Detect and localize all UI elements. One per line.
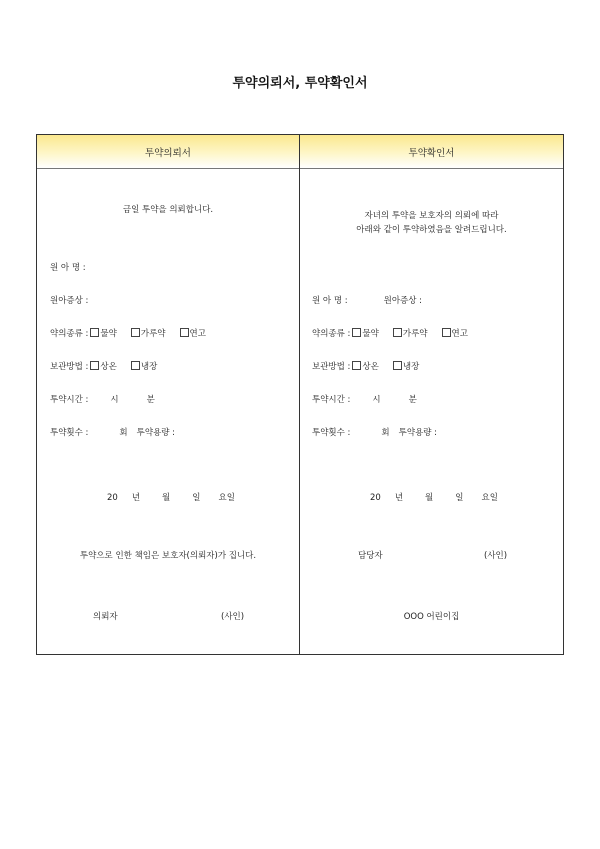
confirmation-intro-1: 자녀의 투약을 보호자의 의뢰에 따라: [364, 211, 499, 221]
date-year-prefix: 20: [370, 493, 381, 503]
responsibility-note: 투약으로 인한 책임은 보호자(의뢰자)가 집니다.: [79, 551, 257, 561]
medication-form: [36, 134, 564, 655]
date-weekday-unit: 요일: [218, 493, 235, 503]
date-day-unit: 일: [455, 493, 464, 503]
storage-row: [312, 360, 419, 372]
symptom-label: 원아증상 :: [50, 296, 89, 306]
dose-label: 투약용량 :: [398, 428, 438, 438]
checkbox-liquid[interactable]: [352, 328, 361, 337]
patient-label: 원 아 명 :: [312, 296, 348, 306]
checkbox-powder[interactable]: [131, 328, 140, 337]
request-column: [37, 135, 300, 654]
confirmation-header: [300, 135, 563, 169]
daycare-name: OOO 어린이집: [403, 612, 460, 622]
time-row: [312, 393, 417, 405]
date-weekday-unit: 요일: [481, 493, 498, 503]
drug-type-label: 약의종류 :: [50, 329, 89, 339]
checkbox-liquid[interactable]: [90, 328, 99, 337]
storage-row: [50, 360, 157, 372]
checkbox-room-temp[interactable]: [352, 361, 361, 370]
drug-opt-liquid: 물약: [362, 329, 379, 339]
confirmation-column: [300, 135, 563, 654]
patient-label: 원 아 명 :: [50, 263, 86, 273]
time-min-unit: 분: [146, 395, 155, 405]
staff-sign: (사인): [484, 551, 508, 561]
requester-label: 의뢰자: [93, 612, 118, 622]
time-label: 투약시간 :: [50, 395, 89, 405]
checkbox-powder[interactable]: [393, 328, 402, 337]
drug-type-row: [50, 327, 206, 339]
storage-opt-room: 상온: [362, 362, 379, 372]
confirmation-header-label: 투약확인서: [408, 147, 455, 159]
request-intro: 금일 투약을 의뢰합니다.: [122, 205, 214, 215]
drug-opt-ointment: 연고: [189, 329, 206, 339]
checkbox-ointment[interactable]: [442, 328, 451, 337]
date-row: [370, 491, 498, 503]
dose-label: 투약용량 :: [136, 428, 176, 438]
time-hour-unit: 시: [372, 395, 381, 405]
checkbox-refrigerated[interactable]: [131, 361, 140, 370]
request-header-label: 투약의뢰서: [145, 147, 191, 159]
staff-label: 담당자: [358, 551, 383, 561]
count-row: [50, 426, 175, 438]
count-row: [312, 426, 437, 438]
date-day-unit: 일: [192, 493, 201, 503]
storage-label: 보관방법 :: [50, 362, 89, 372]
document-title: 투약의뢰서, 투약확인서: [232, 76, 368, 91]
date-year-prefix: 20: [107, 493, 118, 503]
drug-opt-ointment: 연고: [451, 329, 468, 339]
confirmation-intro-2: 아래와 같이 투약하였음을 알려드립니다.: [356, 225, 507, 235]
date-year-unit: 년: [131, 493, 141, 503]
checkbox-room-temp[interactable]: [90, 361, 99, 370]
count-label: 투약횟수 :: [312, 428, 351, 438]
date-month-unit: 월: [162, 493, 171, 503]
checkbox-refrigerated[interactable]: [393, 361, 402, 370]
count-unit: 회: [119, 428, 128, 438]
date-month-unit: 월: [425, 493, 434, 503]
patient-symptom-row: [312, 294, 422, 306]
request-header: [37, 135, 299, 169]
time-label: 투약시간 :: [312, 395, 351, 405]
checkbox-ointment[interactable]: [180, 328, 189, 337]
time-min-unit: 분: [408, 395, 417, 405]
storage-opt-room: 상온: [100, 362, 117, 372]
drug-type-label: 약의종류 :: [312, 329, 351, 339]
date-year-unit: 년: [394, 493, 404, 503]
time-row: [50, 393, 155, 405]
requester-sign: (사인): [221, 612, 245, 622]
storage-opt-fridge: 냉장: [402, 362, 420, 372]
symptom-label: 원아증상 :: [383, 296, 423, 306]
time-hour-unit: 시: [110, 395, 119, 405]
count-label: 투약횟수 :: [50, 428, 89, 438]
storage-label: 보관방법 :: [312, 362, 351, 372]
storage-opt-fridge: 냉장: [140, 362, 158, 372]
drug-opt-liquid: 물약: [100, 329, 117, 339]
date-row: [107, 491, 235, 503]
drug-opt-powder: 가루약: [402, 329, 428, 339]
drug-type-row: [312, 327, 468, 339]
drug-opt-powder: 가루약: [140, 329, 166, 339]
count-unit: 회: [381, 428, 390, 438]
